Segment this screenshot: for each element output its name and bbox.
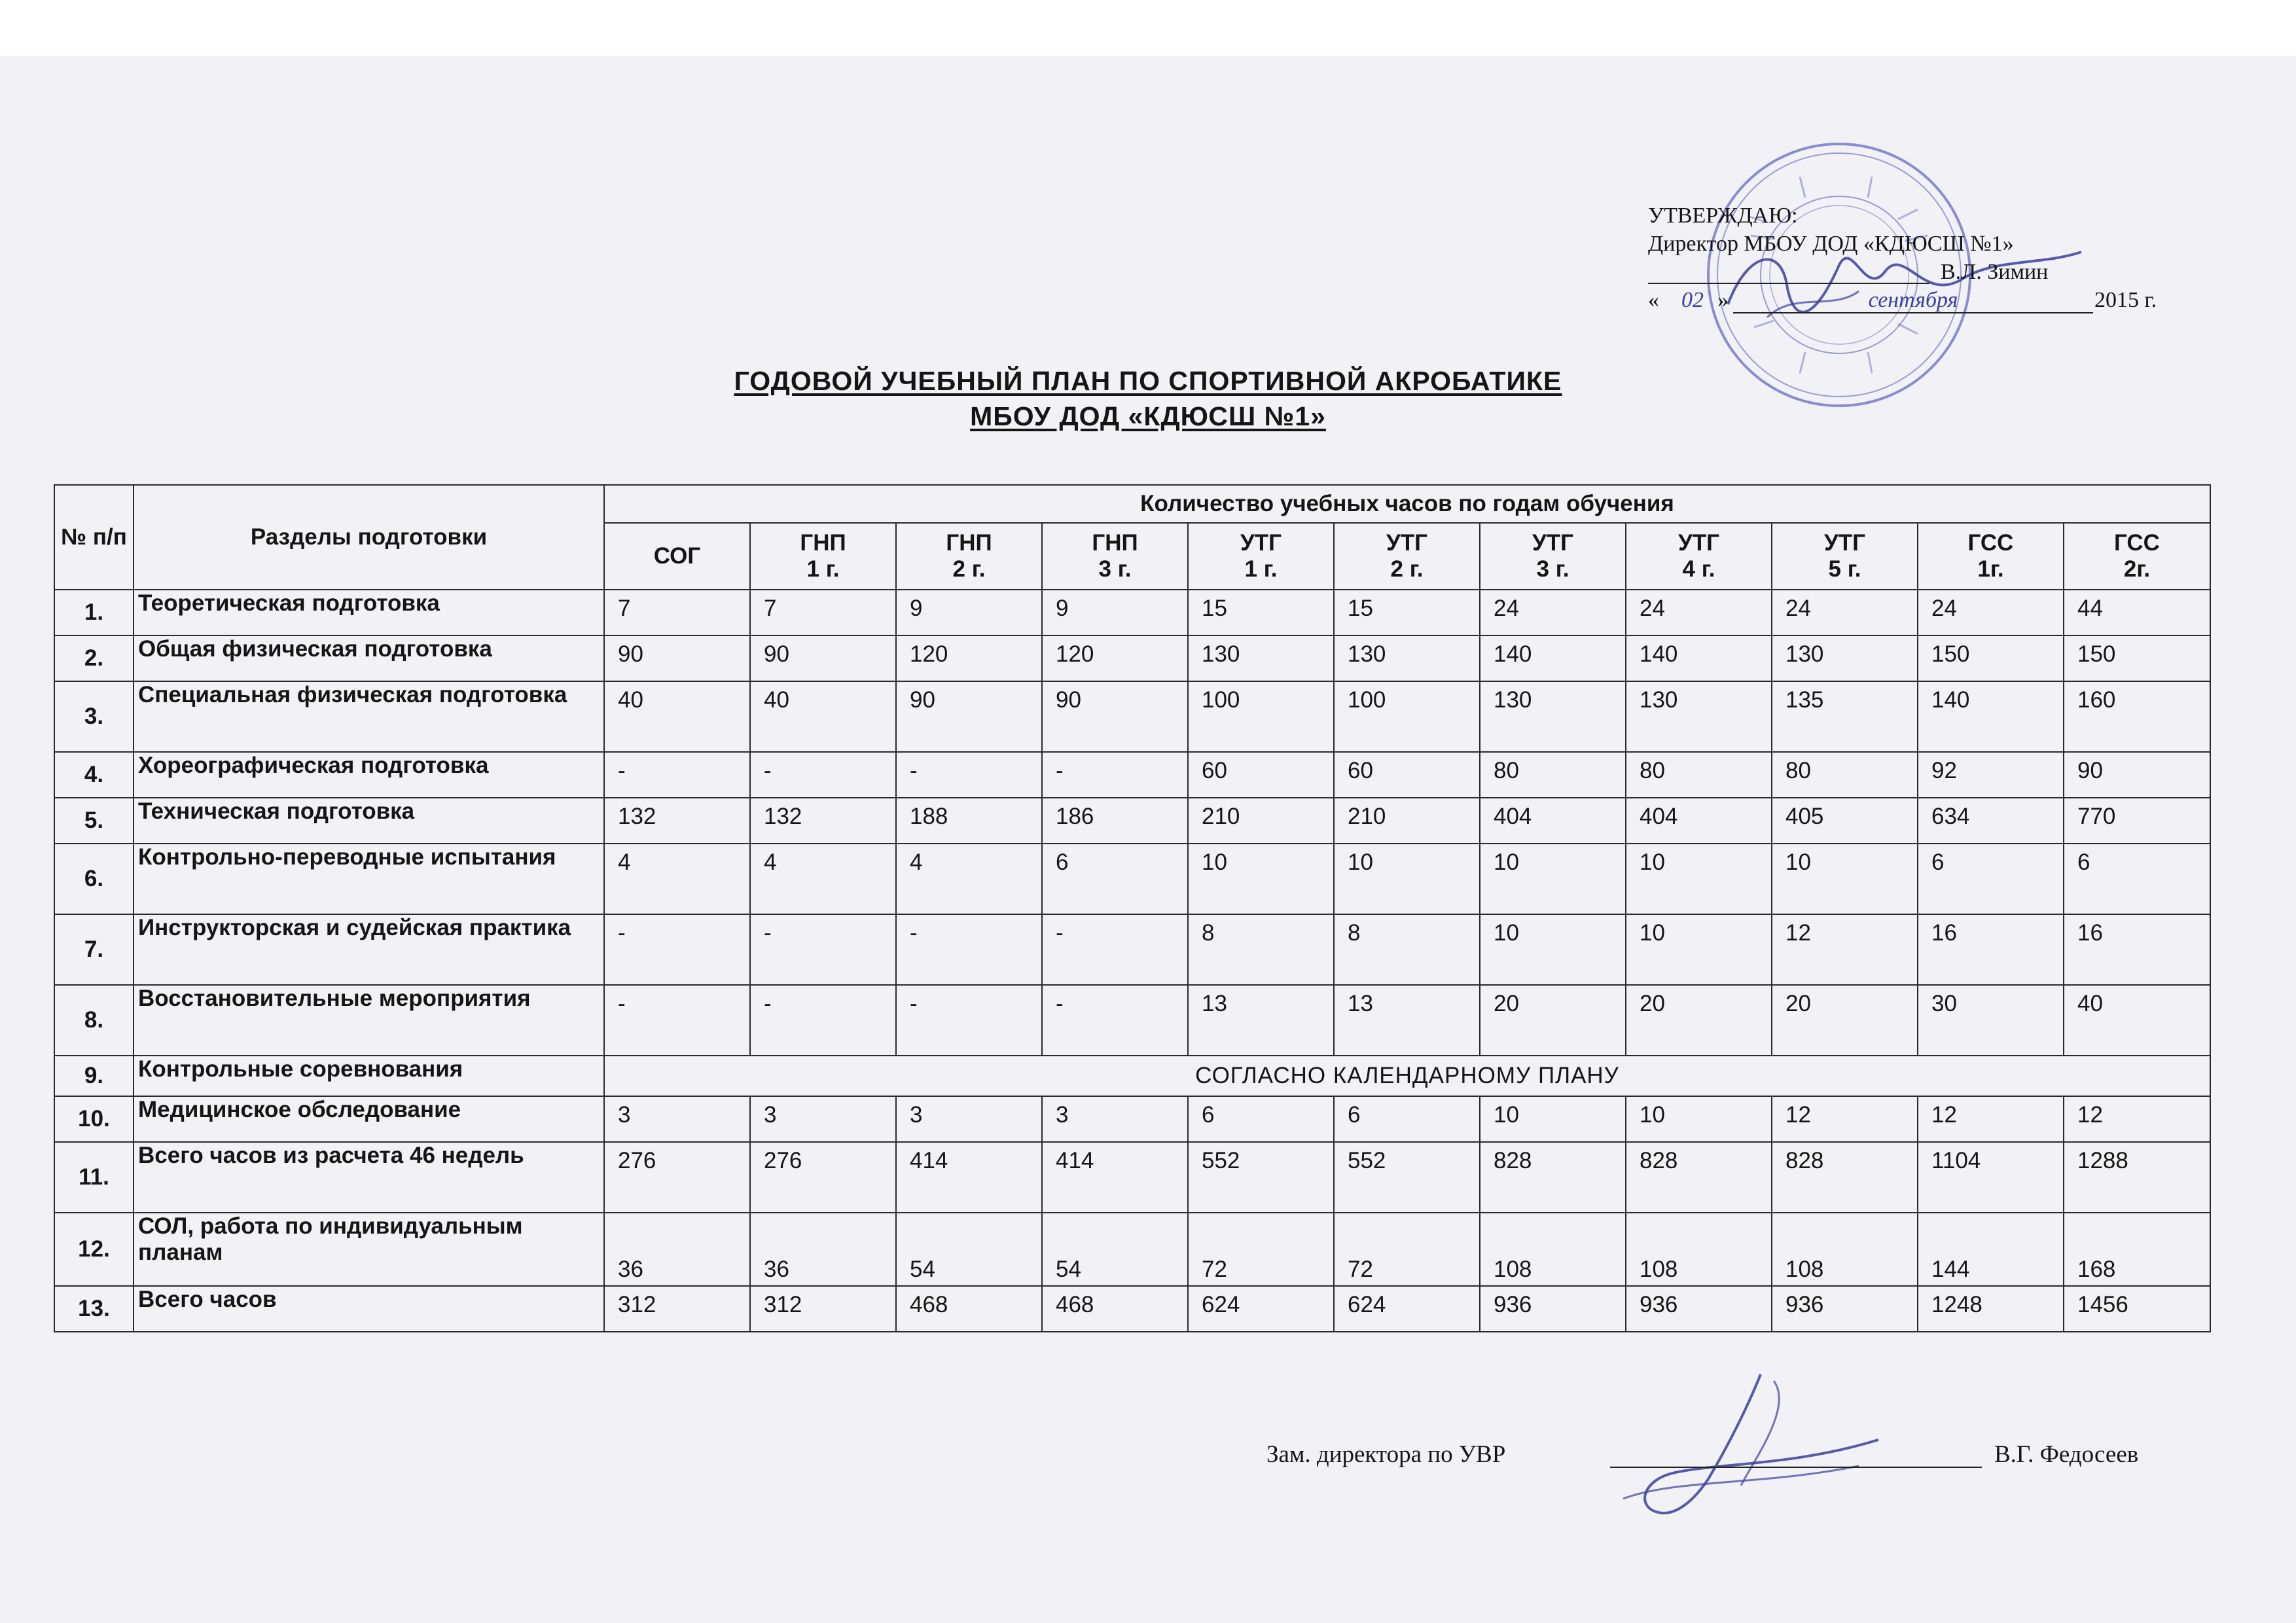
row-value: 90 xyxy=(604,635,750,681)
date-open-quote: « xyxy=(1648,288,1659,312)
row-value: - xyxy=(896,985,1042,1056)
row-value: 90 xyxy=(750,635,896,681)
table-row xyxy=(54,635,2210,681)
signature-underline xyxy=(1648,283,1929,284)
row-value: 405 xyxy=(1772,798,1918,844)
row-value: 3 xyxy=(604,1096,750,1142)
year-header-group: УТГ xyxy=(1532,530,1573,556)
year-header-group: ГСС xyxy=(1967,530,2014,556)
year-header-year: 2 г. xyxy=(1390,556,1424,582)
row-value: 1288 xyxy=(2064,1142,2210,1213)
row-value: 130 xyxy=(1188,635,1334,681)
date-year: 2015 г. xyxy=(2094,288,2157,312)
row-note: СОГЛАСНО КАЛЕНДАРНОМУ ПЛАНУ xyxy=(604,1056,2210,1096)
row-value: - xyxy=(750,752,896,798)
table-row xyxy=(54,1213,2210,1286)
year-header-group: ГНП xyxy=(1092,530,1138,556)
header-number: № п/п xyxy=(54,485,134,590)
row-value: 8 xyxy=(1188,914,1334,985)
approval-date xyxy=(1648,286,2157,314)
row-value: 12 xyxy=(1772,914,1918,985)
year-header-group: УТГ xyxy=(1824,530,1865,556)
row-number: 4. xyxy=(54,752,134,798)
row-value: 1456 xyxy=(2064,1286,2210,1332)
row-value: 414 xyxy=(1042,1142,1188,1213)
row-value: 13 xyxy=(1334,985,1480,1056)
row-value: 10 xyxy=(1626,1096,1772,1142)
row-value: 36 xyxy=(604,1213,750,1286)
row-number: 12. xyxy=(54,1213,134,1286)
row-value: - xyxy=(750,985,896,1056)
row-value: - xyxy=(896,914,1042,985)
row-value: 10 xyxy=(1188,844,1334,914)
approval-position: Директор МБОУ ДОД «КДЮСШ №1» xyxy=(1648,232,2014,256)
row-number: 6. xyxy=(54,844,134,914)
row-value: 130 xyxy=(1772,635,1918,681)
row-value: 80 xyxy=(1480,752,1626,798)
approval-block xyxy=(1648,202,2157,314)
row-value: 100 xyxy=(1188,681,1334,752)
row-value: 1248 xyxy=(1918,1286,2064,1332)
row-value: 108 xyxy=(1480,1213,1626,1286)
year-header xyxy=(1480,523,1626,590)
year-header-group: ГСС xyxy=(2114,530,2160,556)
row-value: 10 xyxy=(1626,914,1772,985)
row-section: Контрольно-переводные испытания xyxy=(134,844,604,914)
row-value: 404 xyxy=(1480,798,1626,844)
row-value: 140 xyxy=(1918,681,2064,752)
year-header-group: СОГ xyxy=(653,543,701,569)
row-value: 936 xyxy=(1480,1286,1626,1332)
year-header-year: 2 г. xyxy=(952,556,986,582)
row-value: 130 xyxy=(1480,681,1626,752)
row-value: 90 xyxy=(1042,681,1188,752)
row-section: Восстановительные мероприятия xyxy=(134,985,604,1056)
row-value: 54 xyxy=(1042,1213,1188,1286)
row-value: 10 xyxy=(1772,844,1918,914)
row-value: 24 xyxy=(1480,590,1626,635)
row-number: 3. xyxy=(54,681,134,752)
approval-signature-line xyxy=(1648,258,2093,286)
row-value: 144 xyxy=(1918,1213,2064,1286)
row-number: 8. xyxy=(54,985,134,1056)
table-row xyxy=(54,1286,2210,1332)
row-value: 276 xyxy=(750,1142,896,1213)
year-header xyxy=(1772,523,1918,590)
approval-name: В.Л. Зимин xyxy=(1941,260,2049,284)
row-value: 468 xyxy=(1042,1286,1188,1332)
table-row xyxy=(54,985,2210,1056)
row-number: 9. xyxy=(54,1056,134,1096)
header-section: Разделы подготовки xyxy=(134,485,604,590)
row-section: Общая физическая подготовка xyxy=(134,635,604,681)
row-value: 276 xyxy=(604,1142,750,1213)
row-value: 168 xyxy=(2064,1213,2210,1286)
study-plan-table xyxy=(54,484,2211,1332)
year-header xyxy=(1188,523,1334,590)
row-value: 828 xyxy=(1626,1142,1772,1213)
row-section: Хореографическая подготовка xyxy=(134,752,604,798)
deputy-name: В.Г. Федосеев xyxy=(1994,1441,2139,1468)
row-value: 6 xyxy=(1042,844,1188,914)
row-value: 186 xyxy=(1042,798,1188,844)
row-value: 770 xyxy=(2064,798,2210,844)
row-value: 210 xyxy=(1334,798,1480,844)
row-section: Инструкторская и судейская практика xyxy=(134,914,604,985)
year-header xyxy=(1334,523,1480,590)
row-value: - xyxy=(750,914,896,985)
row-value: 60 xyxy=(1334,752,1480,798)
year-header xyxy=(1626,523,1772,590)
row-value: 54 xyxy=(896,1213,1042,1286)
row-value: 10 xyxy=(1480,1096,1626,1142)
row-value: 13 xyxy=(1188,985,1334,1056)
row-value: 150 xyxy=(2064,635,2210,681)
row-value: 24 xyxy=(1918,590,2064,635)
row-value: 132 xyxy=(750,798,896,844)
row-number: 13. xyxy=(54,1286,134,1332)
row-value: 20 xyxy=(1626,985,1772,1056)
row-value: 12 xyxy=(1918,1096,2064,1142)
row-number: 10. xyxy=(54,1096,134,1142)
row-section: Контрольные соревнования xyxy=(134,1056,604,1096)
row-value: 72 xyxy=(1188,1213,1334,1286)
deputy-role: Зам. директора по УВР xyxy=(1266,1441,1506,1468)
row-value: 3 xyxy=(1042,1096,1188,1142)
table-row xyxy=(54,1142,2210,1213)
row-value: 4 xyxy=(750,844,896,914)
year-header-year: 3 г. xyxy=(1098,556,1132,582)
row-value: 624 xyxy=(1334,1286,1480,1332)
row-value: 36 xyxy=(750,1213,896,1286)
document-title xyxy=(0,363,2296,434)
row-value: - xyxy=(1042,985,1188,1056)
row-value: 15 xyxy=(1334,590,1480,635)
year-header-group: ГНП xyxy=(946,530,992,556)
date-month: сентября xyxy=(1733,286,2093,313)
approval-heading: УТВЕРЖДАЮ: xyxy=(1648,204,1798,228)
row-section: Специальная физическая подготовка xyxy=(134,681,604,752)
year-header-year: 2г. xyxy=(2123,556,2151,582)
year-header-year: 1 г. xyxy=(806,556,840,582)
row-value: 15 xyxy=(1188,590,1334,635)
row-value: 828 xyxy=(1772,1142,1918,1213)
row-section: Теоретическая подготовка xyxy=(134,590,604,635)
row-value: 552 xyxy=(1334,1142,1480,1213)
row-value: 150 xyxy=(1918,635,2064,681)
year-header xyxy=(750,523,896,590)
row-value: 24 xyxy=(1626,590,1772,635)
row-value: - xyxy=(604,985,750,1056)
row-number: 5. xyxy=(54,798,134,844)
year-header-year: 4 г. xyxy=(1682,556,1715,582)
row-value: 6 xyxy=(1918,844,2064,914)
row-value: 936 xyxy=(1626,1286,1772,1332)
row-value: 135 xyxy=(1772,681,1918,752)
row-value: 92 xyxy=(1918,752,2064,798)
row-number: 11. xyxy=(54,1142,134,1213)
row-value: 140 xyxy=(1626,635,1772,681)
row-value: - xyxy=(896,752,1042,798)
deputy-signature xyxy=(1597,1368,1898,1531)
row-value: 16 xyxy=(1918,914,2064,985)
scan-top-margin xyxy=(0,0,2296,56)
row-value: 10 xyxy=(1480,844,1626,914)
year-header xyxy=(604,523,750,590)
date-day: 02 xyxy=(1681,288,1704,312)
title-line-2: МБОУ ДОД «КДЮСШ №1» xyxy=(970,401,1326,431)
row-value: 24 xyxy=(1772,590,1918,635)
row-value: 468 xyxy=(896,1286,1042,1332)
year-header-group: УТГ xyxy=(1678,530,1719,556)
row-value: 90 xyxy=(2064,752,2210,798)
row-value: 16 xyxy=(2064,914,2210,985)
row-value: 6 xyxy=(2064,844,2210,914)
table-row xyxy=(54,844,2210,914)
row-value: 4 xyxy=(896,844,1042,914)
row-value: 80 xyxy=(1772,752,1918,798)
row-value: - xyxy=(1042,752,1188,798)
row-value: 44 xyxy=(2064,590,2210,635)
row-value: 140 xyxy=(1480,635,1626,681)
table-row xyxy=(54,798,2210,844)
row-value: 20 xyxy=(1480,985,1626,1056)
row-value: 20 xyxy=(1772,985,1918,1056)
row-value: 90 xyxy=(896,681,1042,752)
row-value: 634 xyxy=(1918,798,2064,844)
row-value: 10 xyxy=(1334,844,1480,914)
row-value: 120 xyxy=(1042,635,1188,681)
table-row xyxy=(54,590,2210,635)
table-row xyxy=(54,1096,2210,1142)
row-value: 936 xyxy=(1772,1286,1918,1332)
row-value: 10 xyxy=(1626,844,1772,914)
row-value: 414 xyxy=(896,1142,1042,1213)
row-value: 312 xyxy=(604,1286,750,1332)
row-value: 6 xyxy=(1334,1096,1480,1142)
year-header-year: 3 г. xyxy=(1536,556,1570,582)
date-close-quote: » xyxy=(1717,288,1729,312)
row-value: 160 xyxy=(2064,681,2210,752)
row-section: Техническая подготовка xyxy=(134,798,604,844)
row-value: 100 xyxy=(1334,681,1480,752)
row-value: 72 xyxy=(1334,1213,1480,1286)
row-value: - xyxy=(1042,914,1188,985)
row-value: 624 xyxy=(1188,1286,1334,1332)
row-value: 40 xyxy=(750,681,896,752)
row-value: 60 xyxy=(1188,752,1334,798)
header-row-group xyxy=(54,485,2210,523)
year-header xyxy=(1918,523,2064,590)
year-header xyxy=(1042,523,1188,590)
row-value: 552 xyxy=(1188,1142,1334,1213)
row-value: 3 xyxy=(750,1096,896,1142)
year-header-year: 1г. xyxy=(1977,556,2004,582)
row-value: 404 xyxy=(1626,798,1772,844)
deputy-signature-underline xyxy=(1610,1467,1982,1468)
row-number: 7. xyxy=(54,914,134,985)
row-value: 8 xyxy=(1334,914,1480,985)
row-value: - xyxy=(604,914,750,985)
row-value: 10 xyxy=(1480,914,1626,985)
row-value: 12 xyxy=(2064,1096,2210,1142)
row-value: 108 xyxy=(1772,1213,1918,1286)
header-hours-by-year: Количество учебных часов по годам обучения xyxy=(604,485,2210,523)
year-header-group: УТГ xyxy=(1240,530,1282,556)
table-row xyxy=(54,752,2210,798)
row-value: 828 xyxy=(1480,1142,1626,1213)
row-value: 12 xyxy=(1772,1096,1918,1142)
row-value: 9 xyxy=(1042,590,1188,635)
row-section: Всего часов из расчета 46 недель xyxy=(134,1142,604,1213)
year-header-group: ГНП xyxy=(800,530,846,556)
row-section: СОЛ, работа по индивидуальным планам xyxy=(134,1213,604,1286)
year-header-group: УТГ xyxy=(1386,530,1427,556)
row-value: 9 xyxy=(896,590,1042,635)
row-value: 40 xyxy=(604,681,750,752)
year-header-year: 5 г. xyxy=(1828,556,1861,582)
row-value: 3 xyxy=(896,1096,1042,1142)
row-value: 7 xyxy=(604,590,750,635)
row-value: 132 xyxy=(604,798,750,844)
title-line-1: ГОДОВОЙ УЧЕБНЫЙ ПЛАН ПО СПОРТИВНОЙ АКРОБАТИКЕ xyxy=(734,366,1562,396)
year-header xyxy=(896,523,1042,590)
row-value: 312 xyxy=(750,1286,896,1332)
table-row xyxy=(54,681,2210,752)
year-header xyxy=(2064,523,2210,590)
row-value: 80 xyxy=(1626,752,1772,798)
table-row xyxy=(54,1056,2210,1096)
row-value: - xyxy=(604,752,750,798)
row-number: 2. xyxy=(54,635,134,681)
table-row xyxy=(54,914,2210,985)
row-value: 6 xyxy=(1188,1096,1334,1142)
row-value: 1104 xyxy=(1918,1142,2064,1213)
row-value: 130 xyxy=(1626,681,1772,752)
row-value: 108 xyxy=(1626,1213,1772,1286)
row-value: 210 xyxy=(1188,798,1334,844)
row-section: Медицинское обследование xyxy=(134,1096,604,1142)
row-section: Всего часов xyxy=(134,1286,604,1332)
row-value: 40 xyxy=(2064,985,2210,1056)
row-value: 120 xyxy=(896,635,1042,681)
year-header-year: 1 г. xyxy=(1244,556,1278,582)
row-value: 188 xyxy=(896,798,1042,844)
row-value: 130 xyxy=(1334,635,1480,681)
row-value: 7 xyxy=(750,590,896,635)
row-value: 30 xyxy=(1918,985,2064,1056)
row-number: 1. xyxy=(54,590,134,635)
row-value: 4 xyxy=(604,844,750,914)
